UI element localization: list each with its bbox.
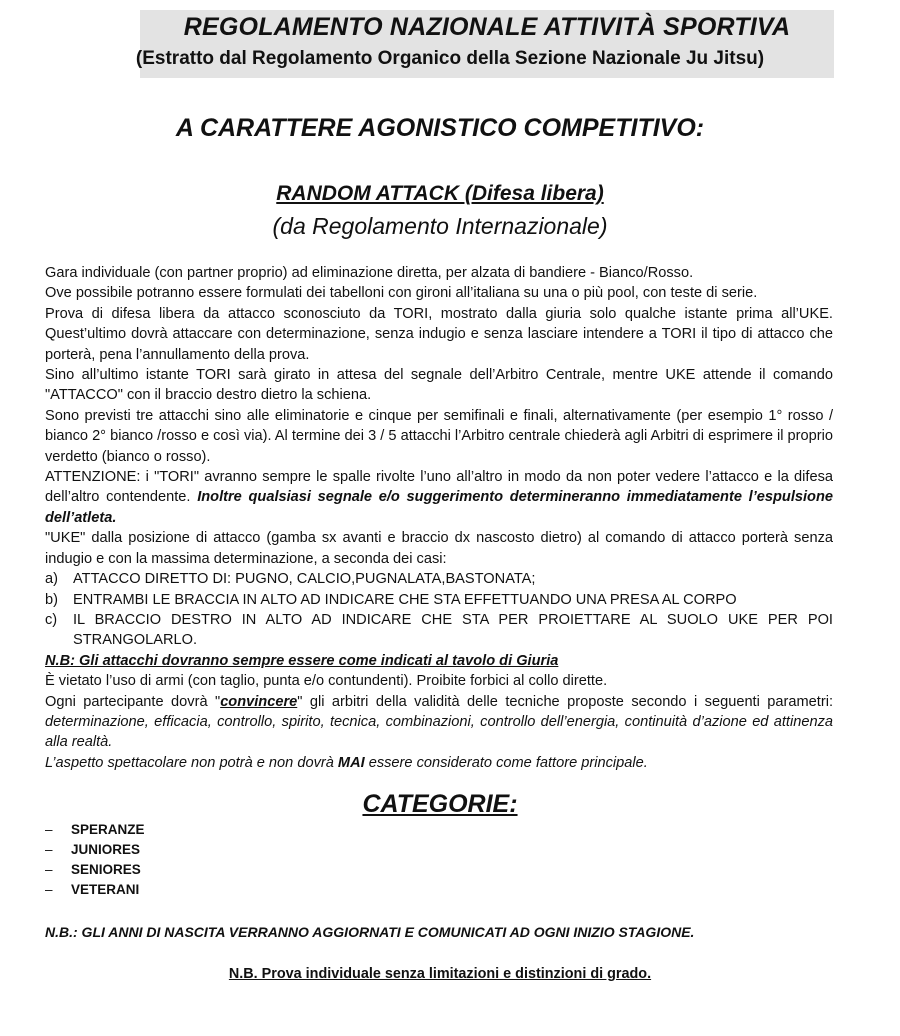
event-title: RANDOM ATTACK (Difesa libera) [276, 182, 604, 205]
spectacle-text-rest: essere considerato come fattore principale. [364, 754, 648, 771]
list-item [45, 590, 833, 610]
option-text: ATTACCO DIRETTO DI: PUGNO, CALCIO,PUGNALATA,BASTONATA; [73, 571, 536, 588]
document-subtitle: (Estratto dal Regolamento Organico della Sezione Nazionale Ju Jitsu) [135, 48, 765, 69]
list-item [45, 820, 145, 840]
parameters-intro: Ogni partecipante dovrà " [45, 693, 221, 710]
mai-word: MAI [337, 754, 365, 771]
dash-marker: – [45, 842, 53, 857]
option-text: IL BRACCIO DESTRO IN ALTO AD INDICARE CHE STA PER PROIETTARE AL SUOLO UKE PER POI STRANGOLARLO. [73, 611, 833, 649]
paragraph-spectacle [45, 753, 833, 773]
paragraph-parameters [45, 692, 833, 753]
note-attacks: N.B: Gli attacchi dovranno sempre essere come indicati al tavolo di Giuria [45, 652, 559, 669]
paragraph-uke-attack: "UKE" dalla posizione di attacco (gamba sx avanti e braccio dx nascosto dietro) al comando di attacco porterà senza indugio e con la massima determinazione, a seconda dei casi: [45, 530, 833, 567]
spectacle-text: L’aspetto spettacolare non potrà e non dovrà [45, 754, 338, 771]
category-label: SENIORES [71, 862, 141, 877]
paragraph-free-defense: Prova di difesa libera da attacco sconosciuto da TORI, mostrato dalla giuria solo qualche istante prima all’UKE. Quest’ultimo dovrà attaccare con determinazione, senza indugio e senza lasciare intendere a TORI il tipo di attacco che porterà, pena l’annullamento della prova. [45, 305, 833, 363]
document-title: REGOLAMENTO NAZIONALE ATTIVITÀ SPORTIVA [183, 13, 791, 41]
parameters-intro-rest: " gli arbitri della validità delle tecniche proposte secondo i seguenti parametri: [297, 693, 833, 710]
categories-list [45, 820, 145, 900]
paragraph-format: Gara individuale (con partner proprio) ad eliminazione diretta, per alzata di bandiere - Bianco/Rosso. [45, 265, 694, 281]
list-item [45, 880, 145, 900]
dash-marker: – [45, 882, 53, 897]
option-marker: a) [45, 571, 58, 588]
paragraph-attention [45, 467, 833, 528]
paragraph-weapons: È vietato l’uso di armi (con taglio, punta e/o contundenti). Proibite forbici al collo dirette. [45, 673, 608, 690]
note-birth-years: N.B.: GLI ANNI DI NASCITA VERRANNO AGGIORNATI E COMUNICATI AD OGNI INIZIO STAGIONE. [45, 924, 695, 940]
paragraph-pools: Ove possibile potranno essere formulati dei tabelloni con gironi all’italiana su una o più pool, con teste di serie. [45, 285, 758, 302]
dash-marker: – [45, 822, 53, 837]
regulation-body [45, 263, 833, 773]
option-marker: b) [45, 591, 58, 608]
option-text: ENTRAMBI LE BRACCIA IN ALTO AD INDICARE CHE STA EFFETTUANDO UNA PRESA AL CORPO [73, 591, 737, 608]
dash-marker: – [45, 862, 53, 877]
expulsion-warning: Inoltre qualsiasi segnale e/o suggerimento determineranno immediatamente l’espulsione dell’atleta. [45, 489, 833, 526]
list-item [45, 860, 145, 880]
attention-text: ATTENZIONE: i "TORI" avranno sempre le spalle rivolte l’uno all’altro in modo da non poter vedere l’attacco e la difesa dell’altro contendente. [45, 469, 833, 506]
category-label: SPERANZE [71, 822, 145, 837]
list-item [45, 610, 833, 651]
category-label: VETERANI [71, 882, 140, 897]
note-grade: N.B. Prova individuale senza limitazioni e distinzioni di grado. [228, 966, 652, 982]
convince-word: convincere [220, 693, 298, 710]
list-item [45, 840, 145, 860]
parameters-list: determinazione, efficacia, controllo, spirito, tecnica, combinazioni, controllo dell’energia, continuità d’azione ed attinenza alla realtà. [45, 713, 833, 751]
list-item [45, 569, 833, 589]
paragraph-attack-count: Sono previsti tre attacchi sino alle eliminatorie e cinque per semifinali e finali, alternativamente (per esempio 1° rosso / bianco 2° bianco /rosso e così via). Al termine dei 3 / 5 attacchi l’Arbitro centrale chiederà agli Arbitri di esprimere il proprio verdetto (bianco o rosso). [45, 407, 833, 465]
event-subtitle: (da Regolamento Internazionale) [272, 213, 608, 239]
paragraph-start-signal: Sino all’ultimo istante TORI sarà girato in attesa del segnale dell’Arbitro Centrale, mentre UKE attende il comando "ATTACCO" con il braccio destro dietro la schiena. [45, 367, 833, 404]
option-marker: c) [45, 611, 58, 628]
category-label: JUNIORES [71, 842, 141, 857]
section-heading: A CARATTERE AGONISTICO COMPETITIVO: [175, 114, 705, 142]
categories-heading: CATEGORIE: [362, 790, 518, 818]
